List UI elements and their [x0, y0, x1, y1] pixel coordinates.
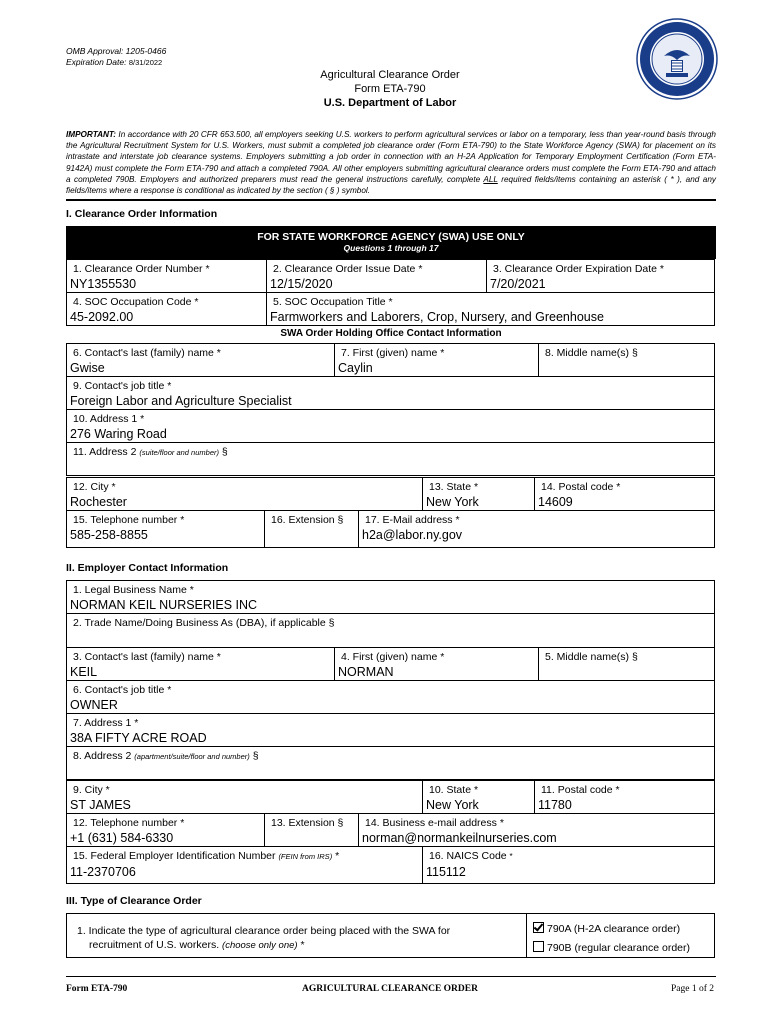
important-notice: [66, 129, 716, 196]
employer-extension-cell[interactable]: [265, 814, 359, 847]
expiration-date-cell[interactable]: [487, 260, 715, 293]
employer-first-name-value[interactable]: NORMAN: [338, 665, 394, 679]
option-790b-label: 790B (regular clearance order): [547, 942, 690, 954]
clearance-type-question-line2: recruitment of U.S. workers. (choose only one) *: [89, 939, 305, 951]
footer-title: AGRICULTURAL CLEARANCE ORDER: [302, 984, 478, 994]
important-all: ALL: [483, 174, 498, 184]
important-tail: required fields/items containing an asterisk ( * ), and any fields/items where a response is conditional as indicated by the section ( § ) symbol.: [66, 174, 716, 196]
clearance-order-number-cell[interactable]: [67, 260, 267, 293]
trade-name-cell[interactable]: [67, 614, 715, 648]
swa-first-name-value[interactable]: Caylin: [338, 361, 373, 375]
employer-first-name-label: 4. First (given) name *: [341, 651, 445, 663]
option-790a-label: 790A (H-2A clearance order): [547, 923, 681, 935]
omb-block: [66, 46, 166, 68]
employer-job-title-cell[interactable]: [67, 681, 715, 714]
divider: [66, 199, 716, 201]
section-1-row-f: [66, 510, 715, 548]
section-2-heading: II. Employer Contact Information: [66, 562, 229, 574]
section-1-row-a: [66, 259, 715, 293]
employer-extension-label: 13. Extension §: [271, 817, 344, 829]
employer-city-value[interactable]: ST JAMES: [70, 798, 131, 812]
swa-first-name-label: 7. First (given) name *: [341, 347, 445, 359]
fein-hint: (FEIN from IRS): [278, 852, 333, 861]
swa-use-only-bar: [66, 226, 716, 259]
employer-email-cell[interactable]: [359, 814, 715, 847]
employer-state-value[interactable]: New York: [426, 798, 479, 812]
clearance-order-number-label: 1. Clearance Order Number *: [73, 263, 210, 275]
soc-code-cell[interactable]: [67, 293, 267, 326]
footer-divider: [66, 976, 716, 977]
section-1-row-e: [66, 477, 715, 511]
soc-code-value[interactable]: 45-2092.00: [70, 310, 134, 324]
section-1-row-c: [66, 343, 715, 377]
swa-city-cell[interactable]: [67, 478, 423, 511]
department-name: U.S. Department of Labor: [323, 97, 457, 109]
naics-cell[interactable]: [423, 847, 715, 884]
legal-business-name-cell[interactable]: [67, 581, 715, 614]
clearance-order-number-value[interactable]: NY1355530: [70, 277, 137, 291]
soc-title-value[interactable]: Farmworkers and Laborers, Crop, Nursery, and Greenhouse: [270, 310, 604, 324]
swa-bar-title: FOR STATE WORKFORCE AGENCY (SWA) USE ONLY: [257, 231, 525, 243]
employer-job-title-value[interactable]: OWNER: [70, 698, 118, 712]
issue-date-label: 2. Clearance Order Issue Date *: [273, 263, 423, 275]
swa-postal-cell[interactable]: [535, 478, 715, 511]
swa-address1-value[interactable]: 276 Waring Road: [70, 427, 167, 441]
swa-postal-value[interactable]: 14609: [538, 495, 573, 509]
dol-seal-icon: [636, 18, 718, 100]
swa-email-label: 17. E-Mail address *: [365, 514, 460, 526]
clearance-type-hint: (choose only one): [222, 940, 298, 951]
swa-job-title-cell[interactable]: [67, 377, 715, 410]
employer-phone-value[interactable]: +1 (631) 584-6330: [70, 831, 174, 845]
swa-address2-label: 11. Address 2 (suite/floor and number) §: [73, 446, 228, 458]
footer-page-number: Page 1 of 2: [670, 984, 714, 994]
section-3-row: [66, 913, 715, 958]
expiration-date-label: 3. Clearance Order Expiration Date *: [493, 263, 664, 275]
employer-last-name-cell[interactable]: [67, 648, 335, 681]
option-790b[interactable]: [533, 936, 714, 955]
employer-last-name-value[interactable]: KEIL: [70, 665, 98, 679]
employer-postal-label: 11. Postal code *: [541, 784, 620, 796]
omb-approval: OMB Approval: 1205-0466: [66, 46, 167, 56]
swa-last-name-value[interactable]: Gwise: [70, 361, 105, 375]
soc-title-label: 5. SOC Occupation Title *: [273, 296, 393, 308]
fein-cell[interactable]: [67, 847, 423, 884]
expiration-date-value[interactable]: 7/20/2021: [490, 277, 546, 291]
employer-address2-label: 8. Address 2 (apartment/suite/floor and number) §: [73, 750, 259, 762]
checkbox-790a-icon[interactable]: [533, 922, 544, 933]
fein-label: 15. Federal Employer Identification Number (FEIN from IRS) *: [73, 850, 340, 862]
expiration-date: Expiration Date: 8/31/2022: [66, 57, 163, 67]
employer-last-name-label: 3. Contact's last (family) name *: [73, 651, 221, 663]
swa-first-name-cell[interactable]: [335, 344, 539, 377]
issue-date-cell[interactable]: [267, 260, 487, 293]
section-2-row-b: [66, 647, 715, 681]
employer-address1-label: 7. Address 1 *: [73, 717, 139, 729]
swa-phone-value[interactable]: 585-258-8855: [70, 528, 148, 542]
employer-middle-name-label: 5. Middle name(s) §: [545, 651, 638, 663]
swa-phone-cell[interactable]: [67, 511, 265, 548]
checkbox-790b-icon[interactable]: [533, 941, 544, 952]
important-lead: IMPORTANT:: [66, 130, 117, 139]
section-1-heading: I. Clearance Order Information: [66, 208, 218, 220]
employer-address2-cell[interactable]: [67, 747, 715, 780]
swa-job-title-value[interactable]: Foreign Labor and Agriculture Specialist: [70, 394, 292, 408]
swa-state-cell[interactable]: [423, 478, 535, 511]
employer-address1-cell[interactable]: [67, 714, 715, 747]
employer-job-title-label: 6. Contact's job title *: [73, 684, 172, 696]
swa-middle-name-label: 8. Middle name(s) §: [545, 347, 638, 359]
legal-business-name-label: 1. Legal Business Name *: [73, 584, 194, 596]
form-number: Form ETA-790: [354, 83, 426, 95]
section-2-row-e: [66, 813, 715, 847]
soc-title-cell[interactable]: [267, 293, 715, 326]
swa-city-value[interactable]: Rochester: [70, 495, 127, 509]
clearance-type-question-line1: 1. Indicate the type of agricultural clearance order being placed with the SWA for: [77, 925, 451, 937]
employer-middle-name-cell[interactable]: [539, 648, 715, 681]
swa-postal-label: 14. Postal code *: [541, 481, 621, 493]
swa-email-cell[interactable]: [359, 511, 715, 548]
swa-city-label: 12. City *: [73, 481, 116, 493]
fein-value[interactable]: 11-2370706: [70, 865, 136, 879]
swa-last-name-cell[interactable]: [67, 344, 335, 377]
employer-address1-value[interactable]: 38A FIFTY ACRE ROAD: [70, 731, 207, 745]
swa-address2-hint: (suite/floor and number): [139, 448, 219, 457]
employer-postal-cell[interactable]: [535, 781, 715, 814]
swa-address1-cell[interactable]: [67, 410, 715, 443]
important-text: In accordance with 20 CFR 653.500, all employers seeking U.S. workers to perform agricultural services or labor on a temporary, less than year-round basis through the Agricultural Recruitment System for U.S. Workers, must submit a completed job clearance order (Form ETA-790) to the State Workforce Agency (SWA) for placement on its intrastate and interstate job clearance systems. Employers submitting a job order in connection with an H-2A Application for Temporary Employment Certification (Form ETA-9142A) must complete the Form ETA-790 and attach a completed 790A. All other employers submitting agricultural clearance orders must complete the Form ETA-790 and attach a completed 790B. Employers and authorized preparers must read the general instructions carefully, complete: [66, 130, 716, 184]
employer-phone-label: 12. Telephone number *: [73, 817, 185, 829]
employer-email-label: 14. Business e-mail address *: [365, 817, 504, 829]
employer-city-cell[interactable]: [67, 781, 423, 814]
employer-city-label: 9. City *: [73, 784, 110, 796]
swa-contact-heading: SWA Order Holding Office Contact Information: [280, 328, 502, 339]
clearance-type-question-cell: [67, 914, 527, 958]
footer-form-number: Form ETA-790: [66, 984, 128, 994]
swa-address2-cell[interactable]: [67, 443, 715, 476]
employer-phone-cell[interactable]: [67, 814, 265, 847]
swa-address1-label: 10. Address 1 *: [73, 413, 145, 425]
swa-job-title-label: 9. Contact's job title *: [73, 380, 172, 392]
employer-email-value[interactable]: norman@normankeilnurseries.com: [362, 831, 557, 845]
legal-business-name-value[interactable]: NORMAN KEIL NURSERIES INC: [70, 598, 258, 612]
section-3-heading: III. Type of Clearance Order: [66, 895, 202, 907]
swa-middle-name-cell[interactable]: [539, 344, 715, 377]
section-1-row-b: [66, 292, 715, 326]
swa-state-value[interactable]: New York: [426, 495, 479, 509]
swa-email-value[interactable]: h2a@labor.ny.gov: [362, 528, 463, 542]
option-790a[interactable]: [533, 920, 714, 936]
issue-date-value[interactable]: 12/15/2020: [270, 277, 333, 291]
form-title: Agricultural Clearance Order: [320, 69, 460, 81]
section-2-rows-a: [66, 580, 715, 648]
clearance-type-options-cell: [527, 914, 715, 958]
section-2-row-f: [66, 846, 715, 884]
section-2-row-d: [66, 780, 715, 814]
employer-first-name-cell[interactable]: [335, 648, 539, 681]
soc-code-label: 4. SOC Occupation Code *: [73, 296, 199, 308]
swa-extension-cell[interactable]: [265, 511, 359, 548]
swa-state-label: 13. State *: [429, 481, 479, 493]
employer-postal-value[interactable]: 11780: [538, 798, 572, 812]
swa-bar-subtitle: Questions 1 through 17: [343, 243, 439, 253]
swa-last-name-label: 6. Contact's last (family) name *: [73, 347, 221, 359]
swa-phone-label: 15. Telephone number *: [73, 514, 185, 526]
section-1-rows-d: [66, 376, 715, 476]
swa-extension-label: 16. Extension §: [271, 514, 344, 526]
naics-value[interactable]: 115112: [426, 865, 466, 879]
employer-state-label: 10. State *: [429, 784, 479, 796]
trade-name-label: 2. Trade Name/Doing Business As (DBA), if applicable §: [73, 617, 335, 629]
section-2-rows-c: [66, 680, 715, 780]
employer-state-cell[interactable]: [423, 781, 535, 814]
employer-address2-hint: (apartment/suite/floor and number): [134, 752, 250, 761]
naics-label: 16. NAICS Code *: [429, 850, 513, 862]
